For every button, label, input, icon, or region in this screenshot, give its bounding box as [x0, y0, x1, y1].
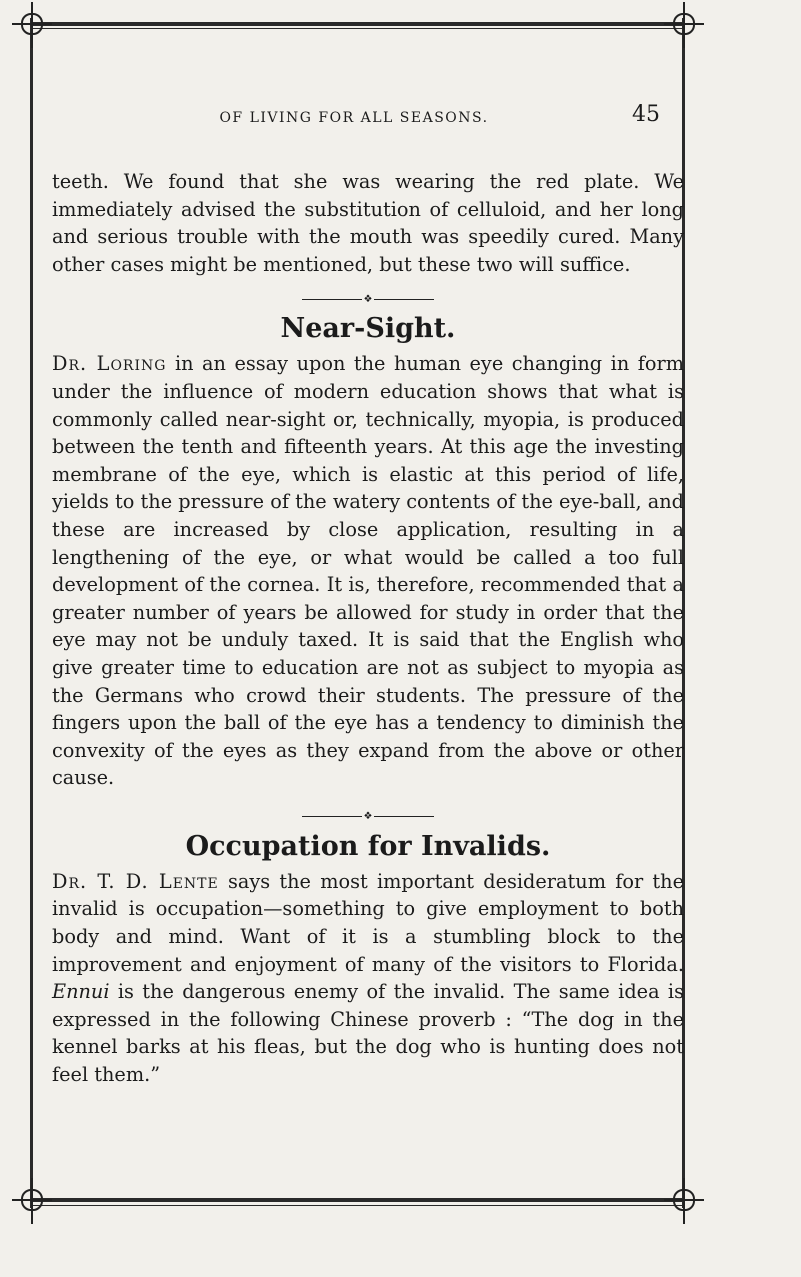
near-sight-text: in an essay upon the human eye changing in form under the influence of modern education shows that what is commonly called near-sight or, technically, myopia, is produced between the tenth and fifteenth years. At this age the investing membrane of the eye, which is elastic at this period of life, yields to the pressure of the watery contents of the eye-ball, and these are increased by close application, resulting in a lengthening of the eye, or what would be called a too full development of the cornea. It is, therefore, recommended that a greater number of years be allowed for study in order that the eye may not be unduly taxed. It is said that the English who give greater time to education are not as subject to myopia as the Germans who crowd their students. The pressure of the fingers upon the ball of the eye has a tendency to diminish the convexity of the eyes as they expand from the above or other cause.	[52, 352, 685, 790]
bottom-border-inner	[32, 1205, 684, 1206]
divider-ornament-icon: ❖	[363, 293, 373, 305]
running-title: OF LIVING FOR ALL SEASONS.	[219, 110, 489, 126]
section-divider	[52, 802, 684, 832]
section-heading-occupation: Occupation for Invalids.	[185, 830, 551, 862]
top-border	[32, 22, 684, 26]
corner-ornament-icon	[664, 1178, 704, 1224]
running-header	[48, 102, 660, 127]
occupation-text-a: says the most important desideratum for the invalid is occupation—something to give employment to both body and mind. Want of it is a stumbling block to the improvement and enjoyment of many of the visitors to Florida.	[52, 869, 684, 976]
occupation-paragraph	[52, 868, 684, 1089]
author-name: Dr. Loring	[52, 352, 167, 376]
left-border	[30, 18, 33, 1208]
corner-ornament-icon	[12, 1178, 52, 1224]
author-name: Dr. T. D. Lente	[52, 869, 219, 893]
intro-paragraph: teeth. We found that she was wearing the red plate. We immediately advised the substitution of celluloid, and her long and serious trouble with the mouth was speedily cured. Many other cases might be mentioned, but these two will suffice.	[52, 170, 684, 276]
corner-ornament-icon	[12, 2, 52, 48]
section-heading-near-sight: Near-Sight.	[280, 313, 456, 345]
divider-ornament-icon: ❖	[363, 811, 373, 823]
near-sight-paragraph	[52, 350, 684, 792]
page-number: 45	[632, 102, 660, 127]
bottom-border	[32, 1198, 684, 1202]
section-divider	[52, 284, 684, 314]
top-border-inner	[32, 28, 684, 29]
occupation-text-b: is the dangerous enemy of the invalid. The same idea is expressed in the following Chinese proverb : “The dog in the kennel barks at his fleas, but the dog who is hunting does not feel them.”	[52, 980, 684, 1087]
corner-ornament-icon	[664, 2, 704, 48]
page-body	[52, 168, 684, 1089]
ennui-word: Ennui	[52, 980, 110, 1004]
